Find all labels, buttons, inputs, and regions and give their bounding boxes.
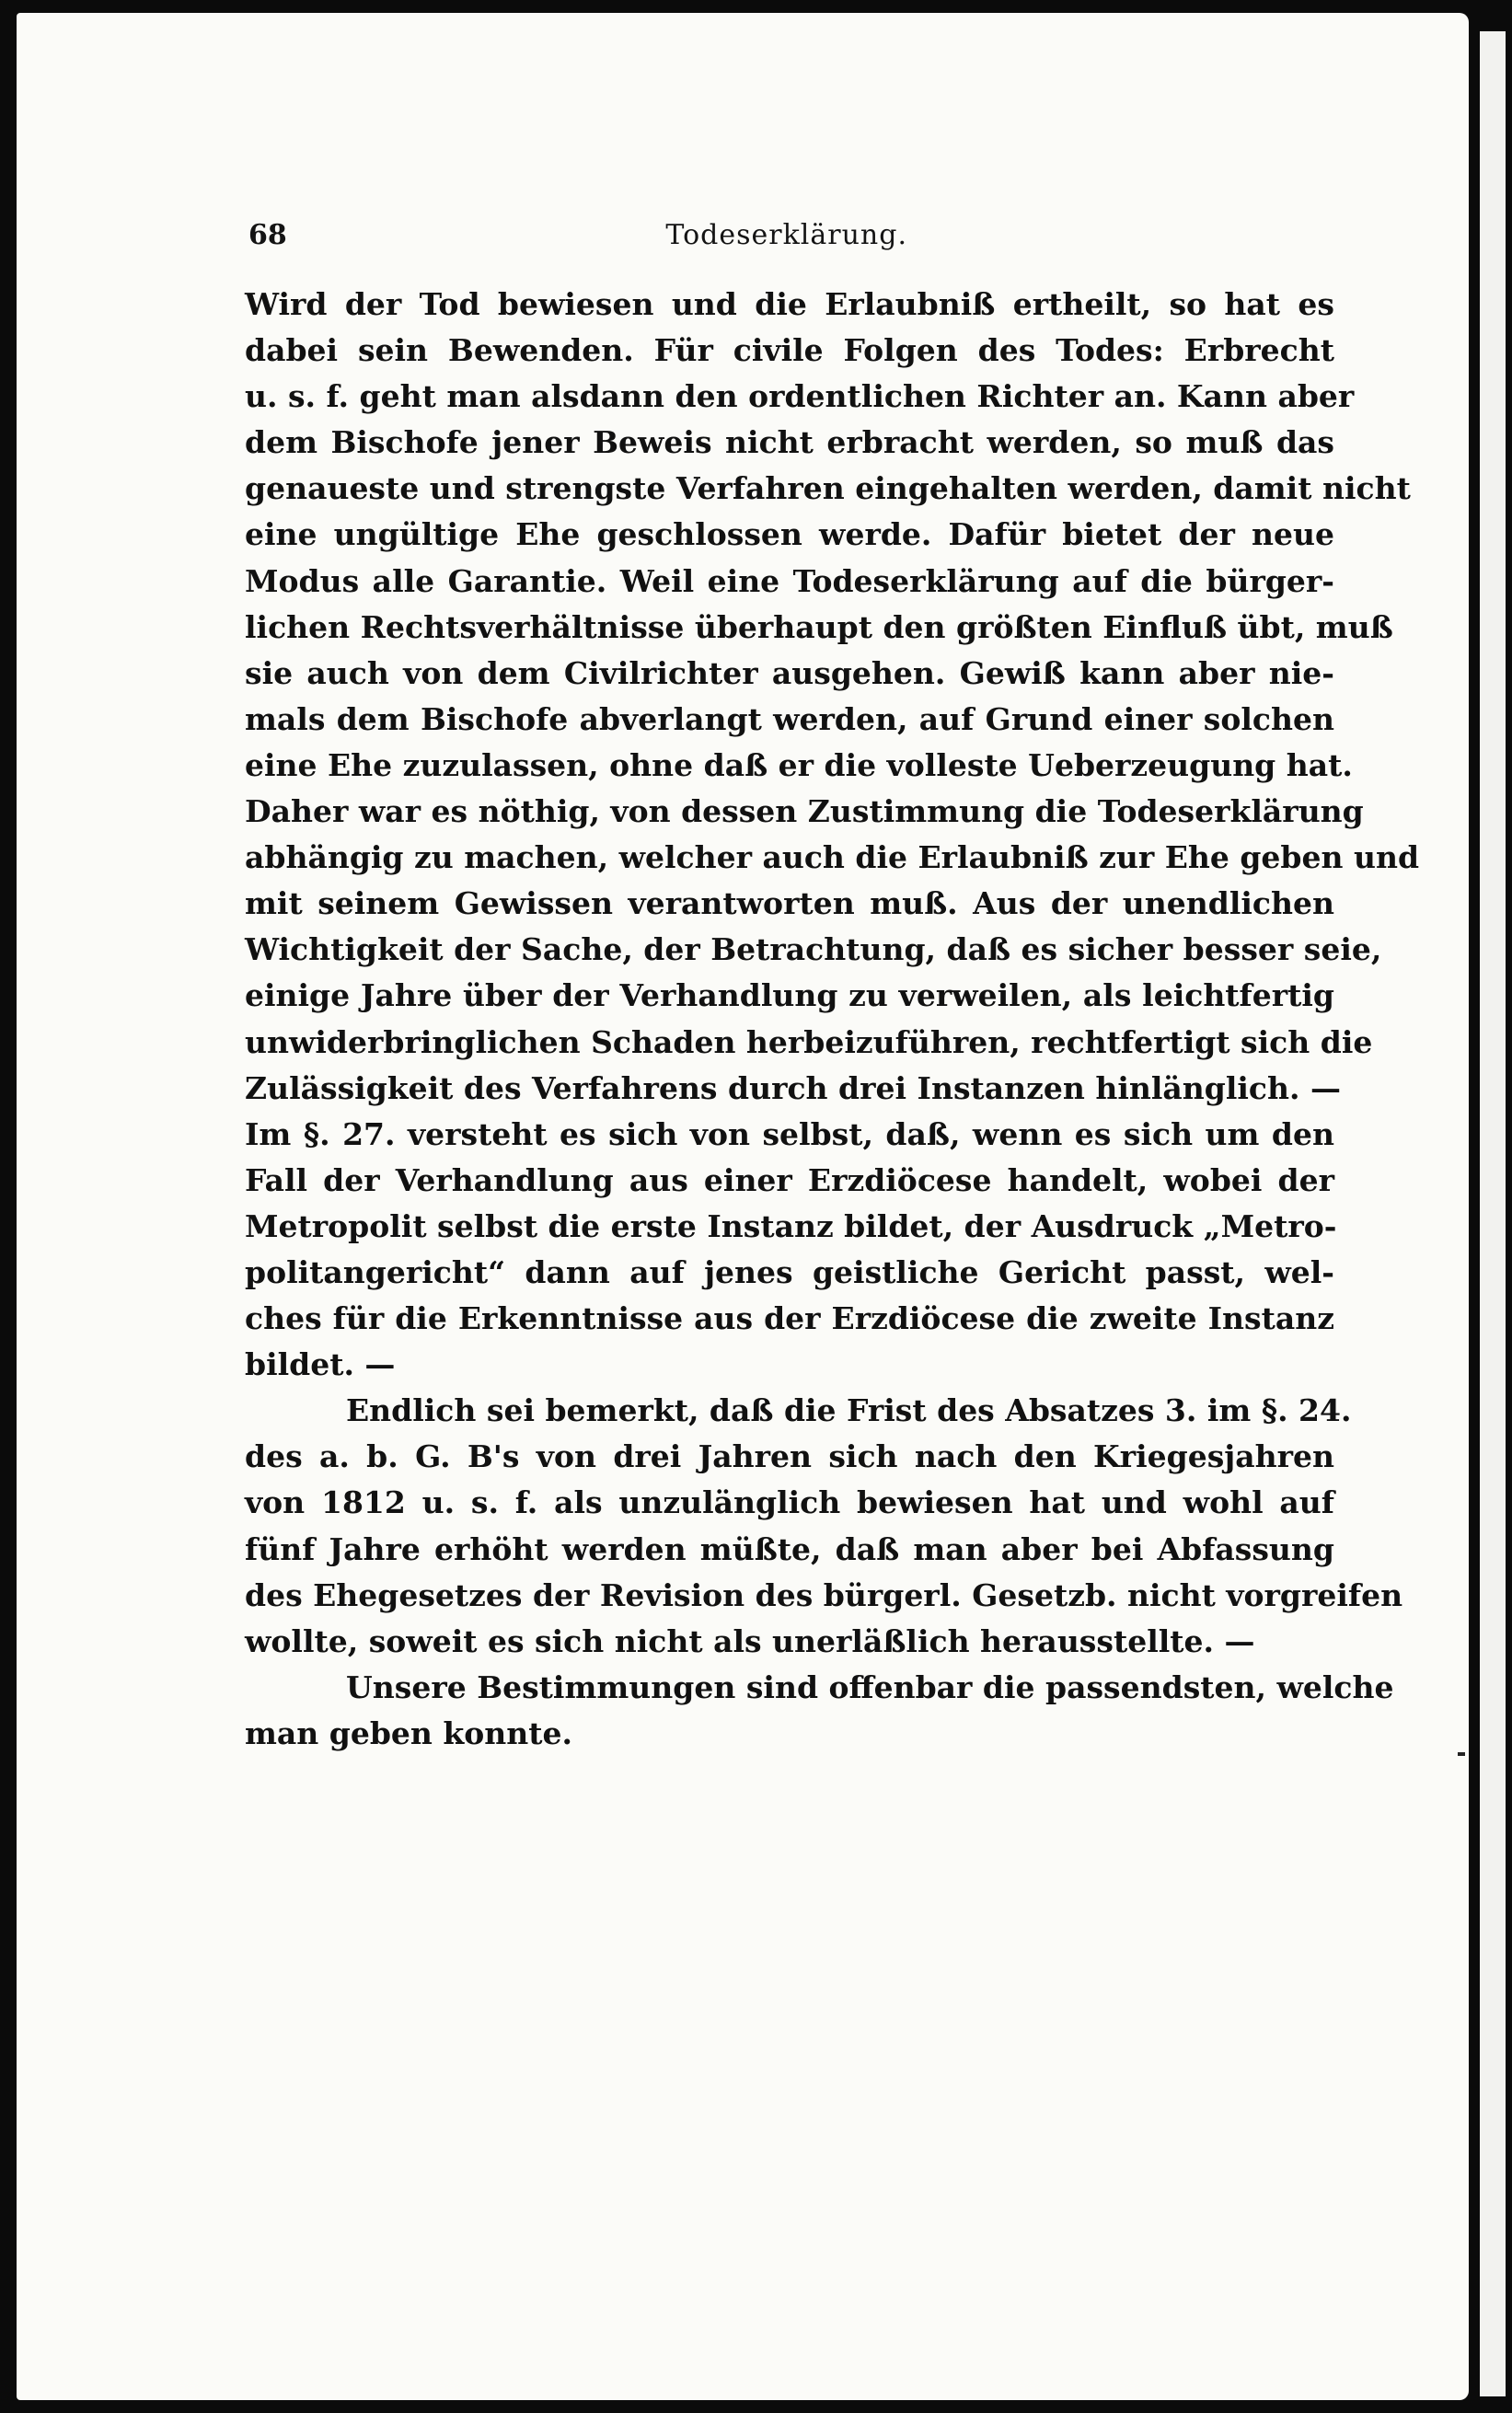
text-line: eine ungültige Ehe geschlossen werde. Dafür bietet der neue bbox=[245, 516, 1334, 553]
text-line: Fall der Verhandlung aus einer Erzdiöcese handelt, wobei der bbox=[245, 1161, 1334, 1198]
text-line: von 1812 u. s. f. als unzulänglich bewiesen hat und wohl auf bbox=[245, 1484, 1334, 1521]
text-line: lichen Rechtsverhältnisse überhaupt den größten Einfluß übt, muß bbox=[245, 608, 1393, 645]
paragraph bbox=[245, 1665, 1394, 1757]
text-line: Metropolit selbst die erste Instanz bildet, der Ausdruck „Metro- bbox=[245, 1207, 1337, 1244]
text-line: des a. b. G. B's von drei Jahren sich nach den Kriegesjahren bbox=[245, 1438, 1334, 1475]
text-line: Modus alle Garantie. Weil eine Todeserklärung auf die bürger- bbox=[245, 562, 1334, 599]
text-line: mit seinem Gewissen verantworten muß. Aus der unendlichen bbox=[245, 885, 1334, 922]
running-head: Todeserklärung. bbox=[665, 219, 907, 251]
text-line: genaueste und strengste Verfahren eingehalten werden, damit nicht bbox=[245, 470, 1411, 507]
text-line: wollte, soweit es sich nicht als unerläßlich herausstellte. — bbox=[245, 1622, 1255, 1659]
text-line: des Ehegesetzes der Revision des bürgerl. Gesetzb. nicht vorgreifen bbox=[245, 1576, 1403, 1613]
text-line: Daher war es nöthig, von dessen Zustimmung die Todeserklärung bbox=[245, 793, 1364, 830]
paragraph bbox=[245, 282, 1420, 1388]
body-text bbox=[245, 282, 1420, 1757]
text-line: abhängig zu machen, welcher auch die Erlaubniß zur Ehe geben und bbox=[245, 839, 1420, 876]
text-line: ches für die Erkenntnisse aus der Erzdiöcese die zweite Instanz bbox=[245, 1300, 1334, 1337]
text-line: Im §. 27. versteht es sich von selbst, daß, wenn es sich um den bbox=[245, 1115, 1334, 1152]
facing-page-edge bbox=[1480, 31, 1506, 2396]
text-line: mals dem Bischofe abverlangt werden, auf Grund einer solchen bbox=[245, 700, 1334, 737]
text-line: Wird der Tod bewiesen und die Erlaubniß ertheilt, so hat es bbox=[245, 286, 1334, 322]
page-edge-mark bbox=[1458, 1752, 1465, 1756]
text-line: sie auch von dem Civilrichter ausgehen. Gewiß kann aber nie- bbox=[245, 654, 1334, 691]
page-number: 68 bbox=[248, 219, 287, 251]
paragraph bbox=[245, 1388, 1403, 1665]
text-line: bildet. — bbox=[245, 1346, 396, 1383]
page-header bbox=[248, 219, 907, 251]
text-line: Unsere Bestimmungen sind offenbar die passendsten, welche bbox=[346, 1668, 1394, 1705]
text-line: dem Bischofe jener Beweis nicht erbracht werden, so muß das bbox=[245, 424, 1334, 461]
text-line: Endlich sei bemerkt, daß die Frist des Absatzes 3. im §. 24. bbox=[346, 1392, 1352, 1429]
text-line: einige Jahre über der Verhandlung zu verweilen, als leichtfertig bbox=[245, 977, 1334, 1014]
text-line: politangericht“ dann auf jenes geistliche Gericht passt, wel- bbox=[245, 1253, 1334, 1290]
text-line: Wichtigkeit der Sache, der Betrachtung, daß es sicher besser seie, bbox=[245, 931, 1382, 968]
text-line: man geben konnte. bbox=[245, 1714, 572, 1751]
text-line: Zulässigkeit des Verfahrens durch drei Instanzen hinlänglich. — bbox=[245, 1069, 1341, 1106]
text-line: eine Ehe zuzulassen, ohne daß er die volleste Ueberzeugung hat. bbox=[245, 746, 1353, 783]
text-line: fünf Jahre erhöht werden müßte, daß man aber bei Abfassung bbox=[245, 1530, 1334, 1567]
text-line: unwiderbringlichen Schaden herbeizuführen, rechtfertigt sich die bbox=[245, 1023, 1373, 1060]
text-line: dabei sein Bewenden. Für civile Folgen des Todes: Erbrecht bbox=[245, 332, 1334, 369]
text-line: u. s. f. geht man alsdann den ordentlichen Richter an. Kann aber bbox=[245, 378, 1355, 415]
